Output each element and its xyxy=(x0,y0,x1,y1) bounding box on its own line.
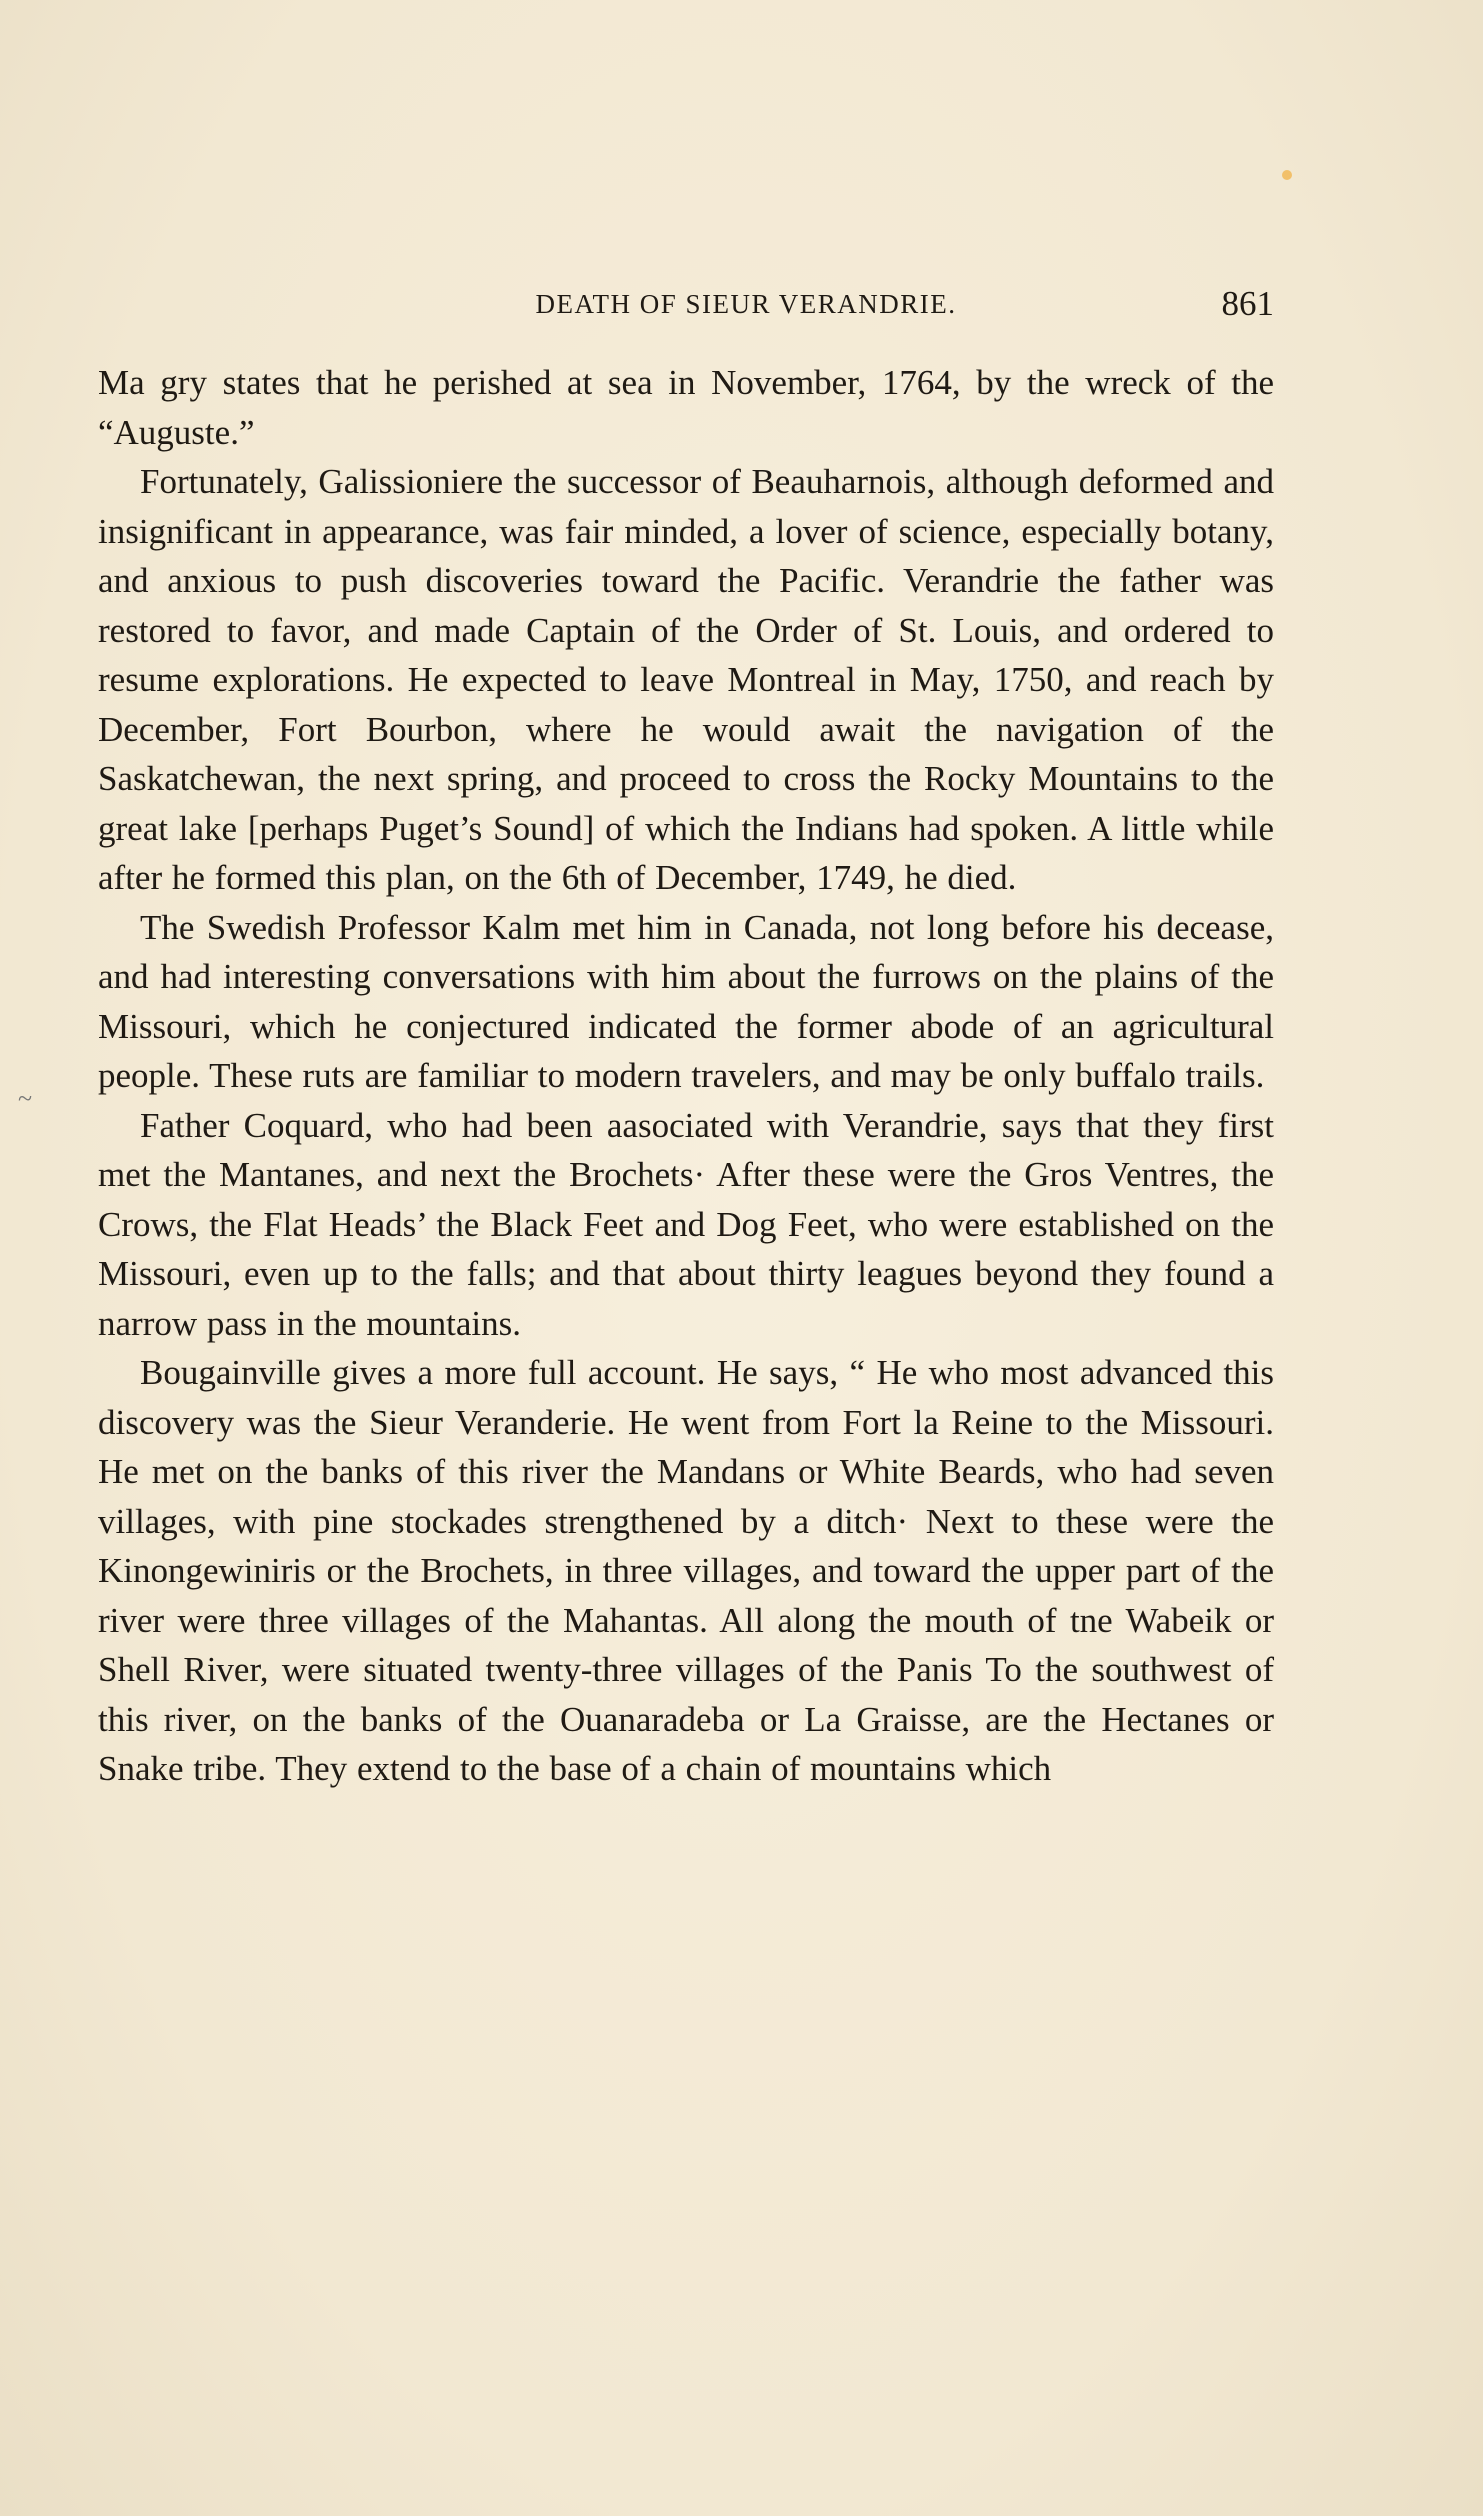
paragraph-1: Ma gry states that he perished at sea in November, 1764, by the wreck of the “Auguste.” xyxy=(98,363,1274,452)
running-head xyxy=(98,282,1274,326)
paragraph-3: The Swedish Professor Kalm met him in Canada, not long before his decease, and had interesting conversations with him about the furrows on the plains of the Missouri, which he conjectured indicated the former abode of an agricultural people. These ruts are familiar to modern travelers, and may be only buffalo trails. xyxy=(98,907,1274,1095)
margin-mark: ~ xyxy=(18,1084,33,1113)
page-number: 861 xyxy=(1221,284,1274,323)
paragraph-4: Father Coquard, who had been aasociated with Verandrie, says that they first met the Mantanes, and next the Brochets· After these were the Gros Ventres, the Crows, the Flat Heads’ the Black Feet and Dog Feet, who were established on the Missouri, even up to the falls; and that about thirty leagues beyond they found a narrow pass in the mountains. xyxy=(98,1105,1274,1343)
paragraph-5: Bougainville gives a more full account. He says, “ He who most advanced this discovery was the Sieur Veranderie. He went from Fort la Reine to the Missouri. He met on the banks of this river the Mandans or White Beards, who had seven villages, with pine stockades strengthened by a ditch· Next to these were the Kinongewiniris or the Brochets, in three villages, and toward the upper part of the river were three villages of the Mahantas. All along the mouth of tne Wabeik or Shell River, were situated twenty-three villages of the Panis To the southwest of this river, on the banks of the Ouanaradeba or La Graisse, are the Hectanes or Snake tribe. They extend to the base of a chain of mountains which xyxy=(98,1353,1274,1788)
running-title: DEATH OF SIEUR VERANDRIE. xyxy=(535,289,957,319)
body-text xyxy=(98,358,1274,1794)
paragraph-2: Fortunately, Galissioniere the successor of Beauharnois, although deformed and insignificant in appearance, was fair minded, a lover of science, especially botany, and anxious to push discoveries toward the Pacific. Verandrie the father was restored to favor, and made Captain of the Order of St. Louis, and ordered to resume explorations. He expected to leave Montreal in May, 1750, and reach by December, Fort Bourbon, where he would await the navigation of the Saskatchewan, the next spring, and proceed to cross the Rocky Mountains to the great lake [perhaps Puget’s Sound] of which the Indians had spoken. A little while after he formed this plan, on the 6th of December, 1749, he died. xyxy=(98,462,1274,897)
paper-speck xyxy=(1282,170,1292,180)
